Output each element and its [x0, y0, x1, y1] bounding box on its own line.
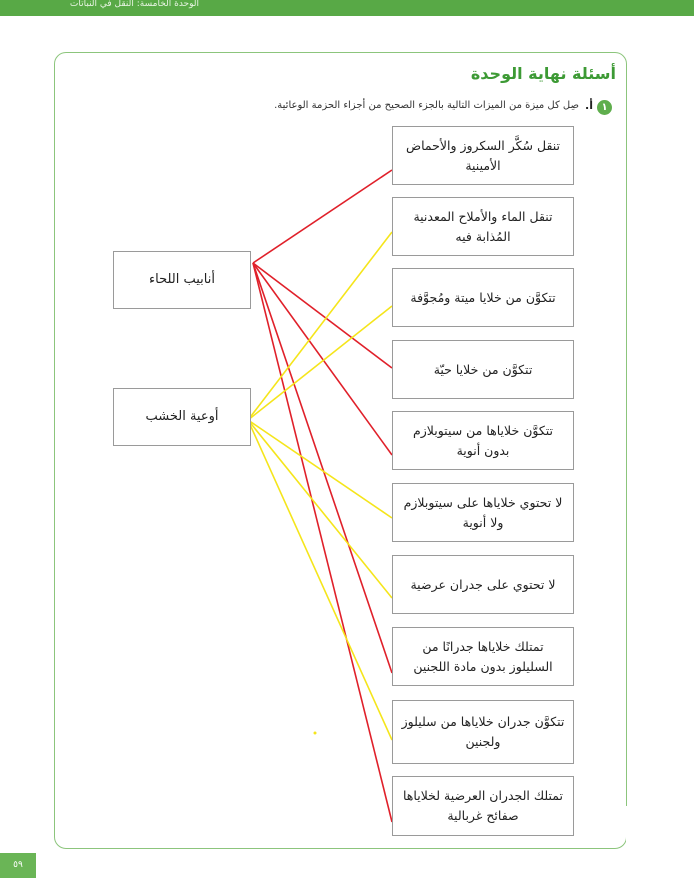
xylem-vessels-label: أوعية الخشب: [145, 409, 219, 424]
feature-box-7[interactable]: [392, 555, 574, 614]
feature-box-2[interactable]: [392, 197, 574, 256]
page-number: ٥٩: [0, 853, 36, 878]
feature-label-3: تتكوَّن من خلايا ميتة ومُجوَّفة: [410, 289, 556, 305]
feature-label-2: تنقل الماء والأملاح المعدنية المُذابة فيه: [413, 208, 553, 244]
feature-label-5: تتكوَّن خلاياها من سيتوبلازم بدون أنوية: [413, 422, 553, 458]
question-number-badge: ١: [597, 100, 612, 115]
question-part-letter: أ.: [585, 99, 593, 112]
frame-gap: [626, 806, 636, 852]
xylem-vessels-box[interactable]: [113, 388, 251, 446]
top-header-bar: [0, 0, 694, 16]
feature-box-4[interactable]: [392, 340, 574, 399]
feature-box-9[interactable]: [392, 700, 574, 764]
question-instruction: صِل كل ميزة من الميزات التالية بالجزء الصحيح من أجزاء الحزمة الوعائية.: [274, 100, 579, 111]
feature-box-6[interactable]: [392, 483, 574, 542]
feature-label-1: تنقل سُكَّر السكروز والأحماض الأمينية: [405, 137, 561, 173]
phloem-tubes-box[interactable]: [113, 251, 251, 309]
feature-box-10[interactable]: [392, 776, 574, 836]
feature-label-9: تتكوَّن جدران خلاياها من سليلوز ولجنين: [401, 714, 565, 749]
feature-label-8: تمتلك خلاياها جدرانًا من السليلوز بدون مادة اللجنين: [413, 638, 553, 674]
feature-box-8[interactable]: [392, 627, 574, 686]
phloem-tubes-label: أنابيب اللحاء: [149, 272, 215, 287]
section-title: أسئلة نهاية الوحدة: [470, 64, 616, 83]
unit-header-text: الوحدة الخامسة: النقل في النباتات: [69, 0, 199, 9]
feature-label-10: تمتلك الجدران العرضية لخلاياها صفائح غربالية: [403, 788, 563, 823]
feature-box-5[interactable]: [392, 411, 574, 470]
feature-box-1[interactable]: [392, 126, 574, 185]
feature-label-7: لا تحتوي على جدران عرضية: [410, 576, 556, 592]
feature-label-6: لا تحتوي خلاياها على سيتوبلازم ولا أنوية: [403, 494, 563, 530]
feature-label-4: تتكوَّن من خلايا حيّة: [433, 361, 533, 377]
feature-box-3[interactable]: [392, 268, 574, 327]
